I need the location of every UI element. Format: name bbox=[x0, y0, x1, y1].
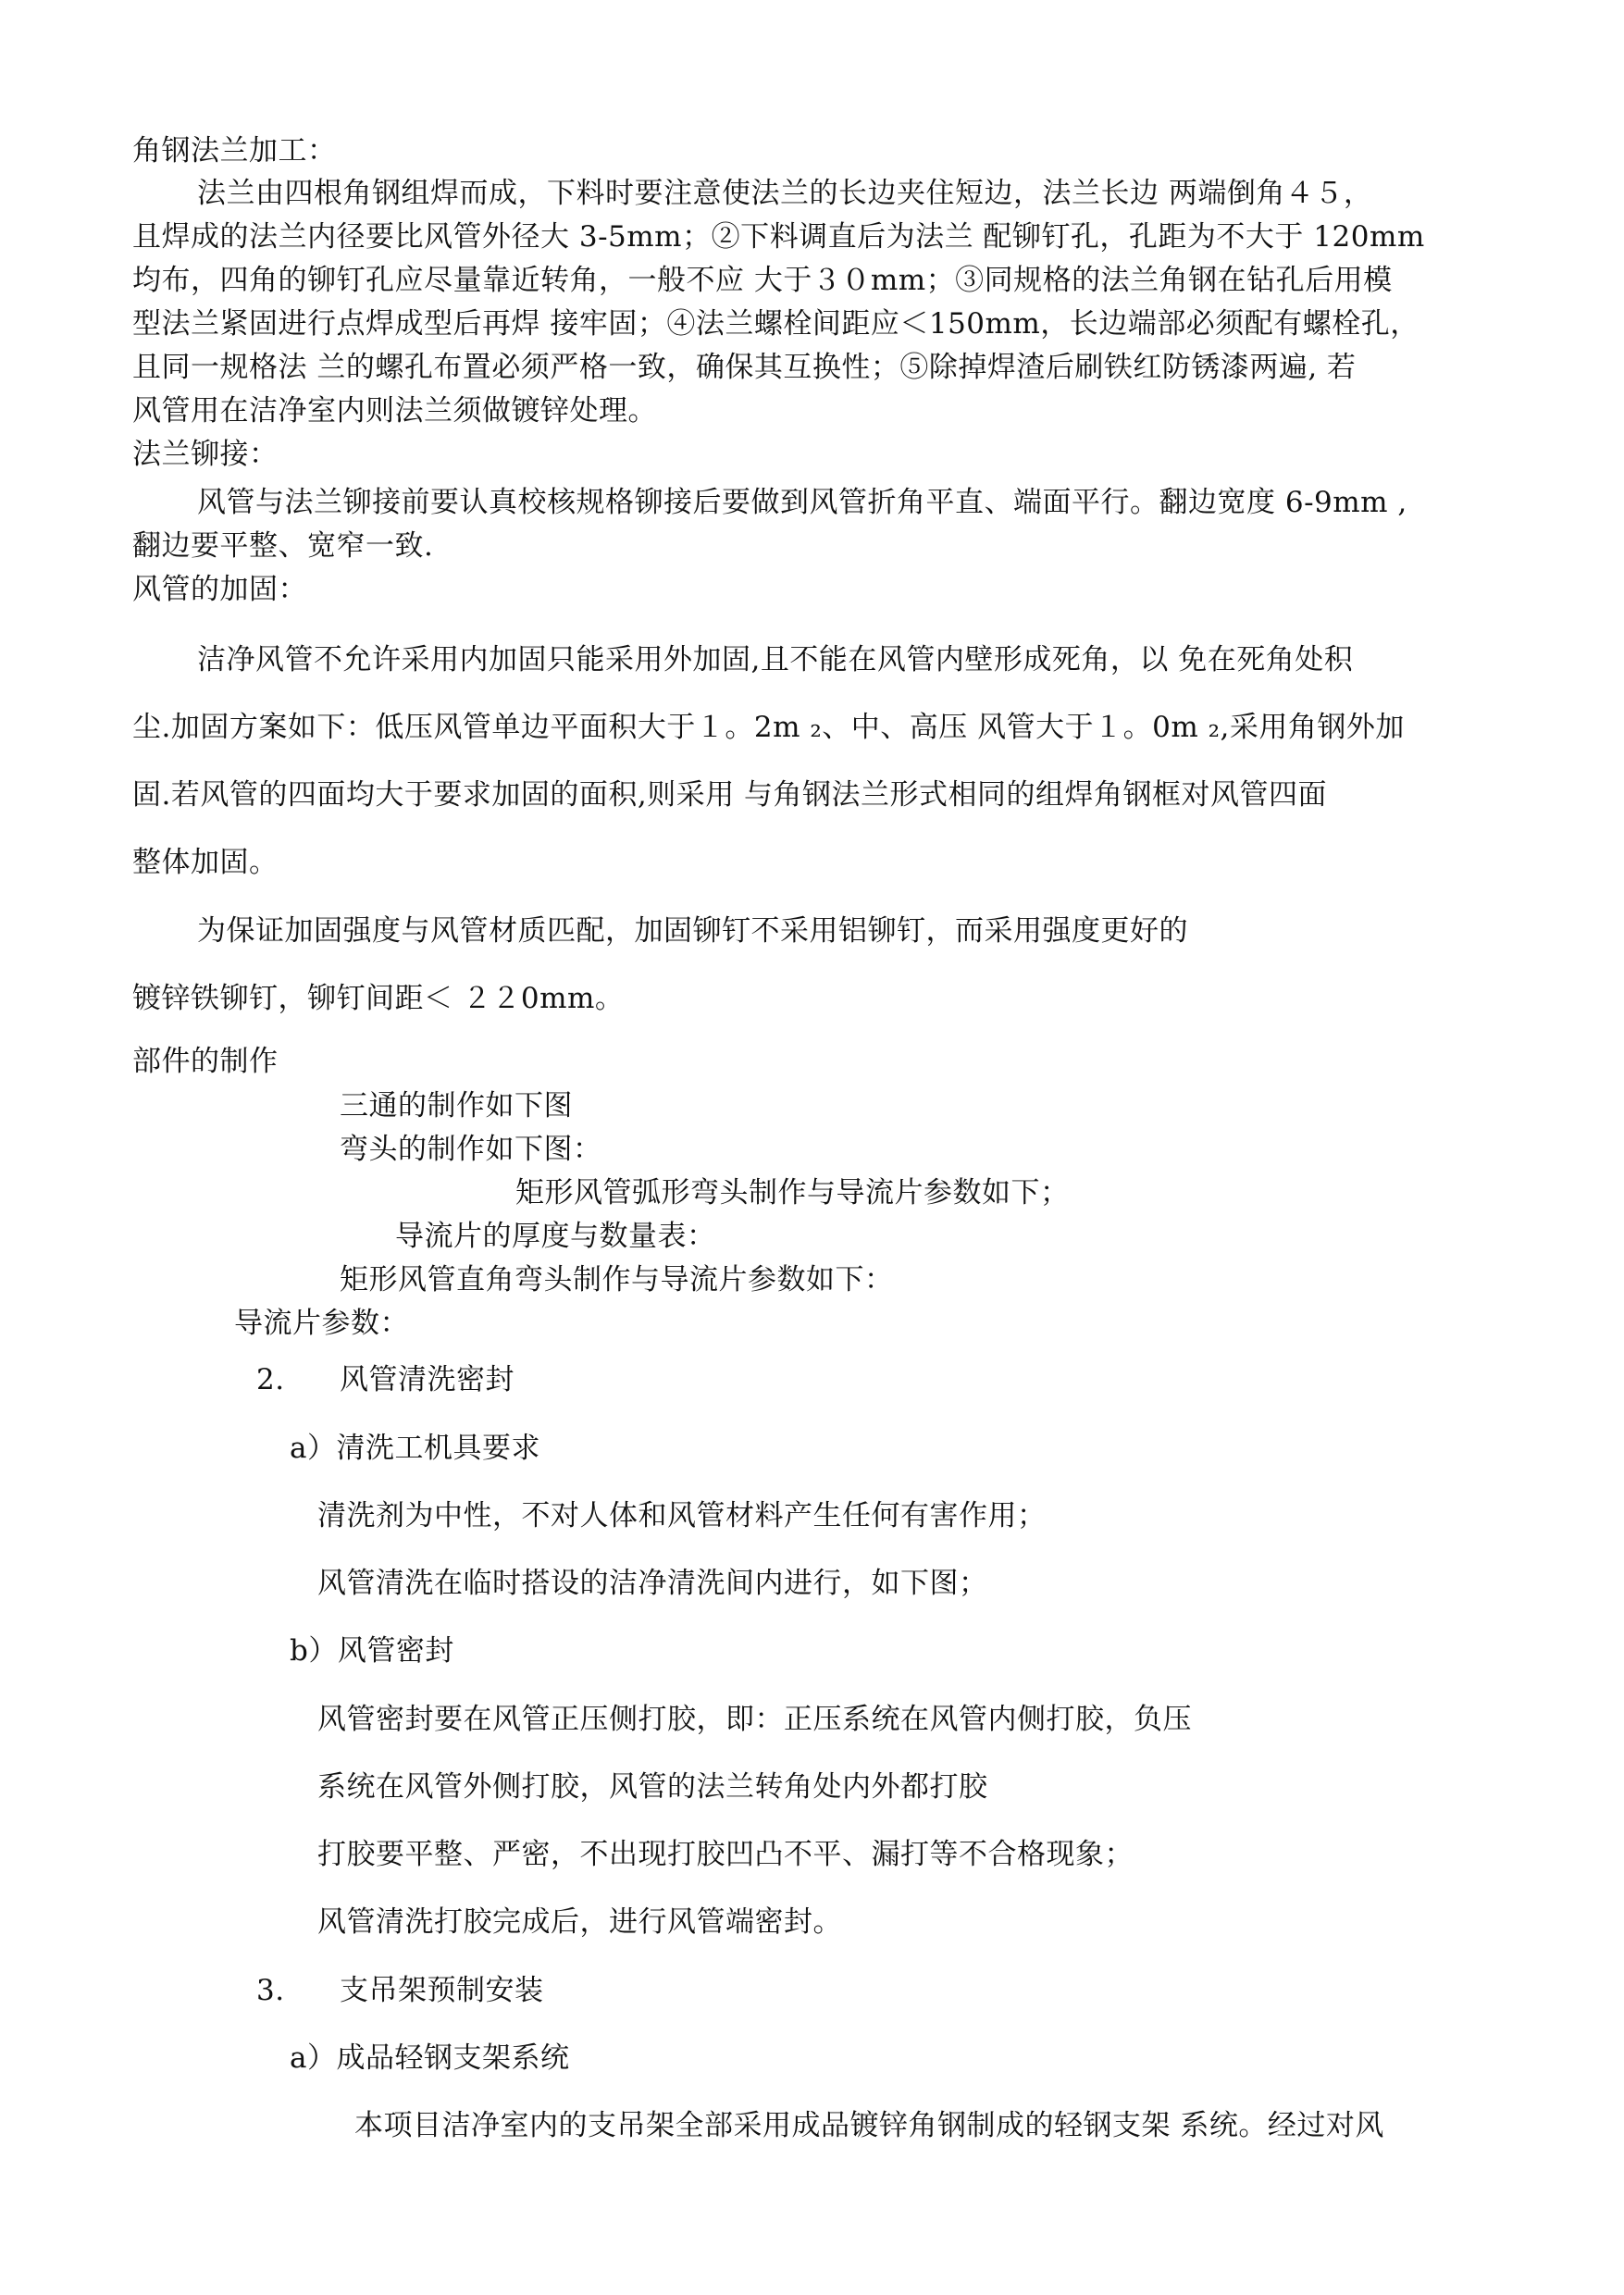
subsection-b-heading: b）风管密封 bbox=[290, 1634, 454, 1668]
paragraph-line: 清洗剂为中性，不对人体和风管材料产生任何有害作用； bbox=[317, 1499, 1047, 1532]
subsection-a-heading: a）清洗工机具要求 bbox=[290, 1432, 540, 1465]
section-number: 2. bbox=[256, 1363, 285, 1396]
parts-line: 矩形风管直角弯头制作与导流片参数如下： bbox=[340, 1263, 894, 1296]
heading-flange-riveting: 法兰铆接： bbox=[132, 438, 279, 471]
paragraph-line: 型法兰紧固进行点焊成型后再焊 接牢固；④法兰螺栓间距应＜150mm，长边端部必须配有螺栓孔， bbox=[132, 307, 1419, 341]
section-number: 3. bbox=[256, 1974, 285, 2007]
parts-line: 导流片的厚度与数量表： bbox=[395, 1220, 716, 1253]
paragraph-line: 固.若风管的四面均大于要求加固的面积,则采用 与角钢法兰形式相同的组焊角钢框对风管四面 bbox=[132, 778, 1328, 812]
paragraph-line: 整体加固。 bbox=[132, 846, 279, 879]
section-title-hanger-install: 支吊架预制安装 bbox=[340, 1974, 544, 2007]
paragraph-line: 系统在风管外侧打胶，风管的法兰转角处内外都打胶 bbox=[317, 1770, 988, 1804]
section-title-cleaning-sealing: 风管清洗密封 bbox=[340, 1363, 514, 1396]
paragraph-line: 均布，四角的铆钉孔应尽量靠近转角，一般不应 大于３０mm；③同规格的法兰角钢在钻孔后用模 bbox=[132, 264, 1393, 297]
paragraph-line: 为保证加固强度与风管材质匹配，加固铆钉不采用铝铆钉，而采用强度更好的 bbox=[197, 914, 1188, 948]
parts-line: 导流片参数： bbox=[234, 1307, 409, 1340]
paragraph-line: 法兰由四根角钢组焊而成，下料时要注意使法兰的长边夹住短边，法兰长边 两端倒角４５， bbox=[197, 177, 1373, 210]
paragraph-line: 洁净风管不允许采用内加固只能采用外加固,且不能在风管内壁形成死角，以 免在死角处积 bbox=[197, 643, 1354, 676]
paragraph-line: 风管清洗打胶完成后，进行风管端密封。 bbox=[317, 1905, 842, 1939]
parts-line: 三通的制作如下图 bbox=[340, 1089, 573, 1123]
paragraph-line: 风管用在洁净室内则法兰须做镀锌处理。 bbox=[132, 394, 657, 428]
paragraph-line: 风管与法兰铆接前要认真校核规格铆接后要做到风管折角平直、端面平行。翻边宽度 6-9mm , bbox=[197, 486, 1407, 519]
paragraph-line: 且同一规格法 兰的螺孔布置必须严格一致，确保其互换性；⑤除掉焊渣后刷铁红防锈漆两遍, 若 bbox=[132, 351, 1357, 384]
heading-parts-making: 部件的制作 bbox=[132, 1045, 279, 1078]
parts-line: 矩形风管弧形弯头制作与导流片参数如下； bbox=[515, 1176, 1070, 1210]
subsection-a-heading: a）成品轻钢支架系统 bbox=[290, 2041, 570, 2075]
heading-flange-processing: 角钢法兰加工： bbox=[132, 134, 337, 167]
paragraph-line: 尘.加固方案如下：低压风管单边平面积大于１。2m ₂、中、高压 风管大于１。0m ₂,采用角钢外加 bbox=[132, 711, 1405, 744]
heading-duct-reinforcement: 风管的加固： bbox=[132, 573, 307, 606]
paragraph-line: 风管密封要在风管正压侧打胶，即：正压系统在风管内侧打胶，负压 bbox=[317, 1703, 1192, 1736]
paragraph-line: 翻边要平整、宽窄一致. bbox=[132, 529, 434, 563]
paragraph-line: 风管清洗在临时搭设的洁净清洗间内进行，如下图； bbox=[317, 1567, 988, 1600]
paragraph-line: 打胶要平整、严密，不出现打胶凹凸不平、漏打等不合格现象； bbox=[317, 1838, 1134, 1871]
paragraph-line: 且焊成的法兰内径要比风管外径大 3-5mm；②下料调直后为法兰 配铆钉孔，孔距为不大于 120mm bbox=[132, 220, 1425, 254]
paragraph-line: 镀锌铁铆钉，铆钉间距＜ ２２0mm。 bbox=[132, 982, 625, 1015]
paragraph-line: 本项目洁净室内的支吊架全部采用成品镀锌角钢制成的轻钢支架 系统。经过对风 bbox=[354, 2109, 1384, 2142]
parts-line: 弯头的制作如下图： bbox=[340, 1133, 602, 1166]
